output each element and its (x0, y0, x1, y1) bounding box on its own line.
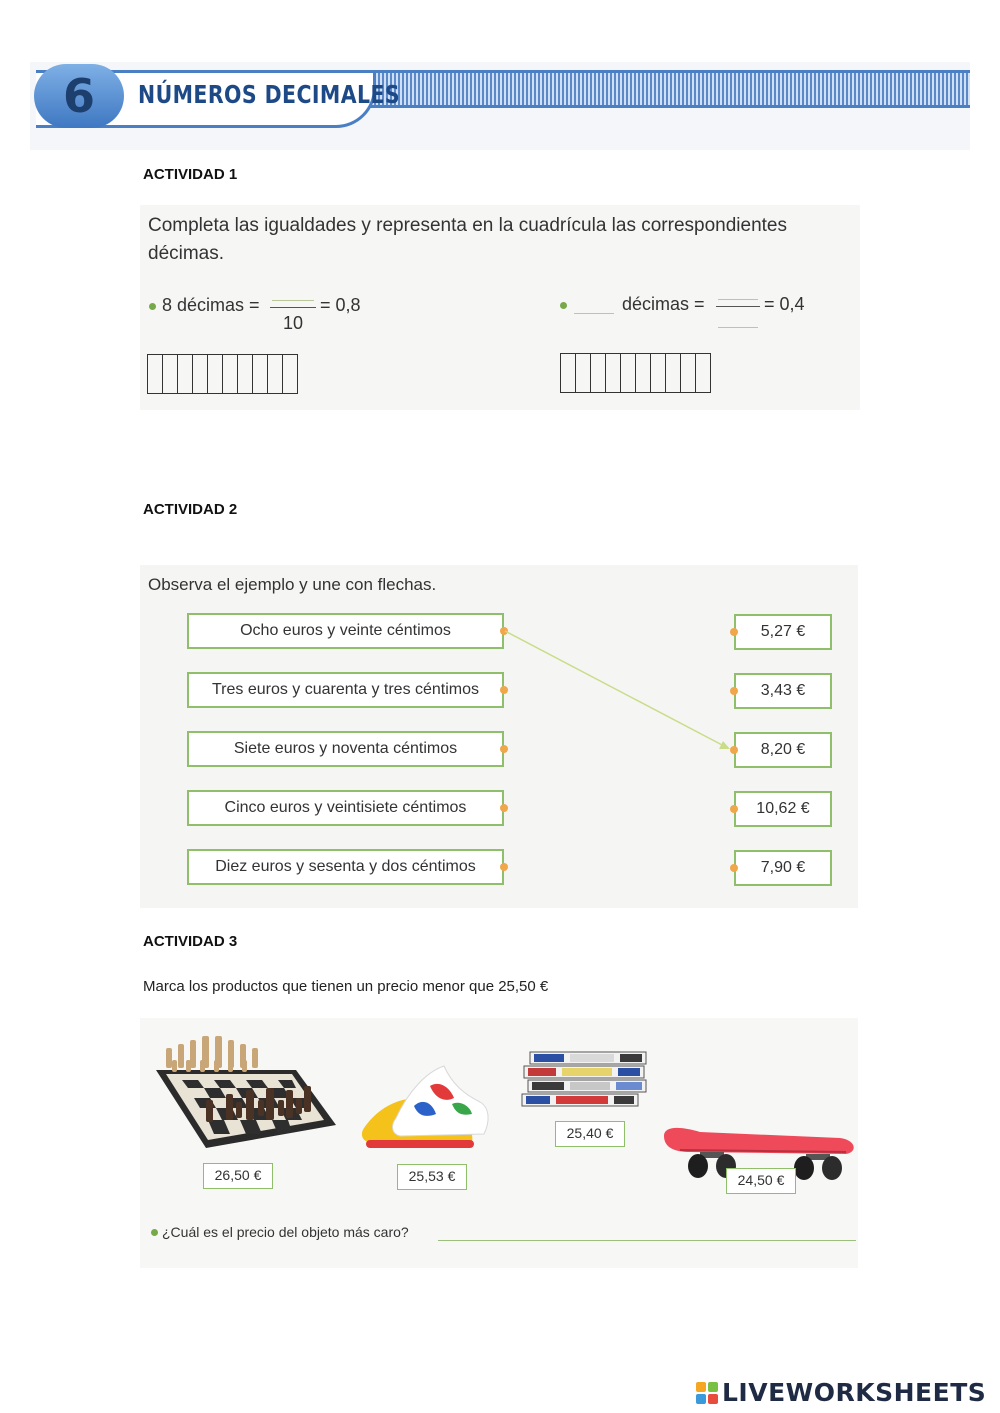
phrase-box-3[interactable]: Siete euros y noventa céntimos (187, 731, 504, 767)
grid-cell[interactable] (223, 355, 238, 393)
grid-cell[interactable] (178, 355, 193, 393)
grid-cell[interactable] (268, 355, 283, 393)
price-connector-dot-5[interactable] (730, 864, 738, 872)
price-box-5[interactable]: 7,90 € (734, 850, 832, 886)
chapter-title: NÚMEROS DECIMALES (138, 80, 401, 109)
price-connector-dot-3[interactable] (730, 746, 738, 754)
activity1-label: ACTIVIDAD 1 (143, 166, 238, 183)
price-box-3[interactable]: 8,20 € (734, 732, 832, 768)
bullet-icon (151, 1229, 158, 1236)
phrase-connector-dot-1[interactable] (500, 627, 508, 635)
chess-set-image[interactable] (146, 1030, 338, 1150)
eq1-left-text: 8 décimas = (162, 295, 260, 315)
eq2-tenths-blank[interactable] (574, 313, 614, 314)
grid-cell[interactable] (591, 354, 606, 392)
phrase-connector-dot-2[interactable] (500, 686, 508, 694)
price-tag-board-games[interactable]: 25,40 € (555, 1121, 625, 1147)
grid-cell[interactable] (681, 354, 696, 392)
activity2-label: ACTIVIDAD 2 (143, 501, 238, 518)
eq2-numerator-blank[interactable] (718, 299, 758, 300)
activity1-instruction (148, 212, 868, 268)
phrase-connector-dot-5[interactable] (500, 863, 508, 871)
grid-cell[interactable] (636, 354, 651, 392)
liveworksheets-logo (696, 1378, 986, 1407)
phrase-connector-dot-4[interactable] (500, 804, 508, 812)
eq2-middle-text: décimas = (622, 294, 705, 314)
price-connector-dot-2[interactable] (730, 687, 738, 695)
liveworksheets-logo-icon (696, 1382, 718, 1404)
eq2-denominator-blank[interactable] (718, 327, 758, 328)
liveworksheets-logo-text: LIVEWORKSHEETS (722, 1378, 987, 1407)
sneaker-sole (366, 1140, 474, 1148)
board-games-image[interactable] (520, 1048, 652, 1108)
grid-cell[interactable] (576, 354, 591, 392)
activity3-label: ACTIVIDAD 3 (143, 933, 238, 950)
bullet-icon (149, 303, 156, 310)
sneaker-front (393, 1066, 489, 1136)
activity3-question: ¿Cuál es el precio del objeto más caro? (162, 1224, 409, 1240)
grid-cell[interactable] (238, 355, 253, 393)
grid-cell[interactable] (193, 355, 208, 393)
grid-cell[interactable] (148, 355, 163, 393)
grid-cell[interactable] (621, 354, 636, 392)
grid-cell[interactable] (606, 354, 621, 392)
grid-cell[interactable] (651, 354, 666, 392)
activity1-instruction-line1: Completa las igualdades y representa en la cuadrícula las correspondientes (148, 215, 787, 236)
eq1-right-text: = 0,8 (320, 295, 361, 315)
price-tag-sneakers[interactable]: 25,53 € (397, 1164, 467, 1190)
eq2-right-text: = 0,4 (764, 294, 805, 314)
grid-cell[interactable] (283, 355, 297, 393)
light-pieces (166, 1036, 258, 1072)
eq1-fraction-bar (270, 307, 316, 308)
skateboard-wheel (688, 1154, 708, 1178)
grid-cell[interactable] (666, 354, 681, 392)
bullet-icon (560, 302, 567, 309)
phrase-box-5[interactable]: Diez euros y sesenta y dos céntimos (187, 849, 504, 885)
price-tag-chess[interactable]: 26,50 € (203, 1163, 273, 1189)
activity2-instruction: Observa el ejemplo y une con flechas. (148, 575, 437, 594)
activity3-instruction: Marca los productos que tienen un precio menor que 25,50 € (143, 978, 549, 995)
chapter-number-badge: 6 (34, 64, 124, 128)
activity1-instruction-line2: décimas. (148, 243, 225, 264)
skateboard-wheel (794, 1156, 814, 1180)
phrase-connector-dot-3[interactable] (500, 745, 508, 753)
grid-cell[interactable] (561, 354, 576, 392)
eq1-tenths-grid[interactable] (147, 354, 298, 394)
skateboard-wheel (822, 1156, 842, 1180)
eq2-tenths-grid[interactable] (560, 353, 711, 393)
price-connector-dot-1[interactable] (730, 628, 738, 636)
phrase-box-2[interactable]: Tres euros y cuarenta y tres céntimos (187, 672, 504, 708)
grid-cell[interactable] (163, 355, 178, 393)
price-box-1[interactable]: 5,27 € (734, 614, 832, 650)
grid-cell[interactable] (253, 355, 268, 393)
phrase-box-1[interactable]: Ocho euros y veinte céntimos (187, 613, 504, 649)
sneakers-image[interactable] (356, 1058, 492, 1152)
eq1-numerator-blank[interactable] (272, 300, 314, 301)
eq1-denominator: 10 (283, 313, 304, 333)
eq2-fraction-bar (716, 306, 760, 307)
phrase-box-4[interactable]: Cinco euros y veintisiete céntimos (187, 790, 504, 826)
activity3-answer-line[interactable] (438, 1240, 856, 1241)
header-stripes (370, 70, 970, 108)
grid-cell[interactable] (696, 354, 710, 392)
price-tag-skateboard[interactable]: 24,50 € (726, 1168, 796, 1194)
price-box-2[interactable]: 3,43 € (734, 673, 832, 709)
price-box-4[interactable]: 10,62 € (734, 791, 832, 827)
grid-cell[interactable] (208, 355, 223, 393)
price-connector-dot-4[interactable] (730, 805, 738, 813)
